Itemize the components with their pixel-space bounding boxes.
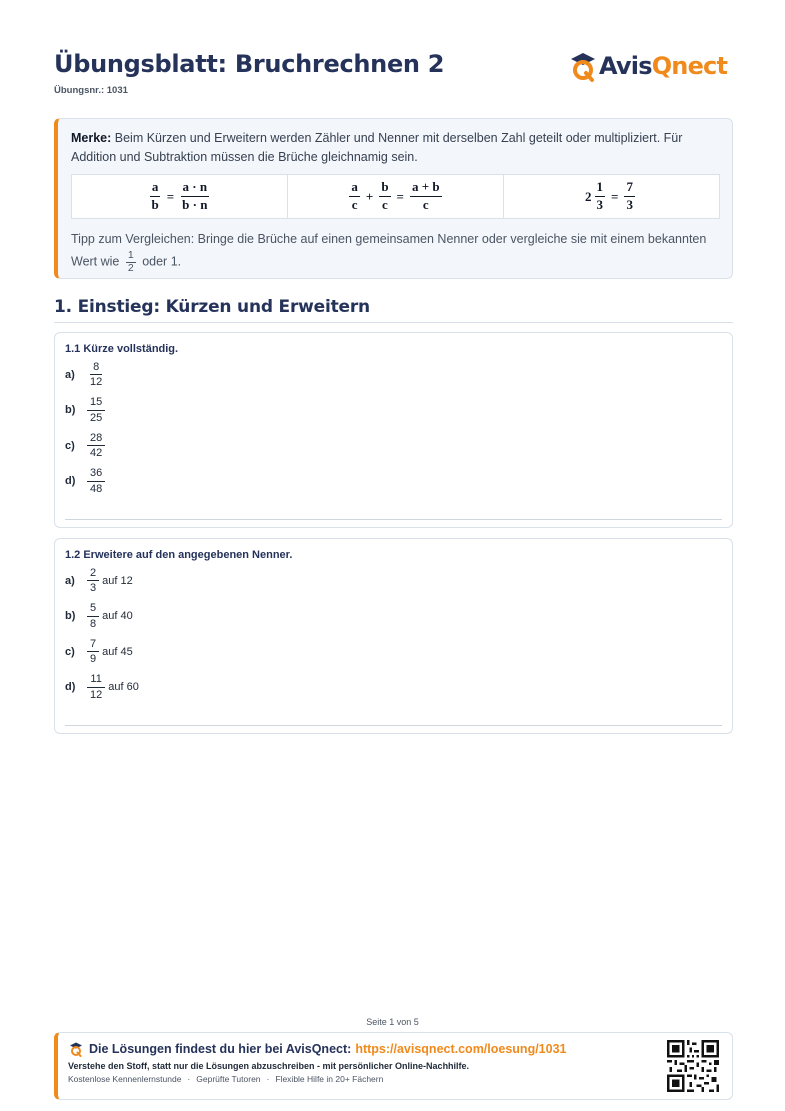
fraction — [87, 467, 105, 495]
fraction-denominator: b · n — [182, 197, 208, 212]
footer-tagline: Verstehe den Stoff, statt nur die Lösungen abzuschreiben - mit persönlicher Online-Nachhilfe. — [68, 1061, 470, 1071]
tip-body: Tipp zum Vergleichen: Bringe die Brüche auf einen gemeinsamen Nenner oder vergleiche sie mit einem bekannten Wert wie — [71, 232, 707, 269]
task-label: c) — [65, 439, 75, 452]
exercise-number: Übungsnr.: 1031 — [54, 85, 128, 96]
fraction-numerator: a — [150, 180, 161, 197]
fraction-numerator: 1 — [127, 249, 134, 261]
target-denominator: auf 45 — [102, 645, 133, 658]
feature-item: Geprüfte Tutoren — [196, 1074, 261, 1084]
tip-fraction — [126, 250, 136, 274]
task-label: a) — [65, 574, 75, 587]
qr-code-icon[interactable] — [667, 1040, 719, 1092]
fraction-denominator: 12 — [90, 376, 103, 389]
page-number: Seite 1 von 5 — [366, 1017, 419, 1027]
section-heading: 1. Einstieg: Kürzen und Erweitern — [54, 297, 370, 317]
formula-addition — [288, 175, 504, 218]
separator: · — [266, 1074, 270, 1084]
fraction-numerator: b — [379, 180, 390, 197]
avisqnect-logo — [568, 48, 727, 84]
task-item — [65, 670, 722, 706]
task-label: c) — [65, 645, 75, 658]
formula-table — [71, 174, 720, 219]
task-label: b) — [65, 404, 76, 417]
fraction-numerator: 5 — [87, 602, 99, 617]
fraction-numerator: a — [349, 180, 360, 197]
target-denominator: auf 60 — [108, 681, 139, 694]
task-title: 1.2 Erweitere auf den angegebenen Nenner. — [65, 549, 293, 561]
merke-box — [54, 118, 733, 279]
formula-mixed-number — [504, 175, 719, 218]
task-item — [65, 634, 722, 670]
task-card-1-1 — [54, 332, 733, 528]
fraction-numerator: 1 — [595, 180, 606, 197]
merke-text — [71, 129, 720, 167]
plus-sign: + — [365, 188, 374, 204]
fraction-numerator: 7 — [624, 180, 635, 197]
tip-end: oder 1. — [142, 254, 182, 269]
feature-item: Flexible Hilfe in 20+ Fächern — [275, 1074, 384, 1084]
logo-text-avis: Avis — [599, 52, 652, 80]
fraction — [87, 432, 105, 460]
q-graduation-cap-icon — [68, 1041, 84, 1057]
task-item — [65, 357, 722, 393]
fraction — [87, 396, 105, 424]
fraction-denominator: 12 — [90, 688, 103, 701]
fraction — [87, 567, 99, 595]
fraction — [87, 602, 99, 630]
footer-headline: Die Lösungen findest du hier bei AvisQnect: — [89, 1042, 352, 1056]
fraction-numerator: a + b — [410, 180, 442, 197]
feature-item: Kostenlose Kennenlernstunde — [68, 1074, 182, 1084]
fraction-denominator: c — [351, 197, 358, 212]
fraction-numerator: 7 — [87, 638, 99, 653]
task-card-1-2 — [54, 538, 733, 734]
fraction-numerator: 28 — [87, 432, 105, 447]
fraction-denominator: 8 — [90, 617, 97, 630]
fraction — [87, 361, 105, 389]
task-item — [65, 599, 722, 635]
task-item — [65, 563, 722, 599]
answer-line — [65, 519, 722, 520]
fraction-denominator: 3 — [596, 197, 604, 212]
fraction-denominator: 25 — [90, 411, 103, 424]
target-denominator: auf 40 — [102, 610, 133, 623]
solutions-footer — [54, 1032, 733, 1100]
section-divider — [54, 322, 733, 323]
footer-headline-row — [68, 1041, 722, 1057]
task-title: 1.1 Kürze vollständig. — [65, 343, 179, 355]
fraction — [87, 673, 105, 701]
whole-number: 2 — [585, 188, 592, 204]
answer-line — [65, 725, 722, 726]
fraction-denominator: b — [151, 197, 159, 212]
task-label: d) — [65, 681, 76, 694]
task-item — [65, 393, 722, 429]
fraction-numerator: 11 — [87, 673, 104, 688]
fraction-numerator: a · n — [181, 180, 210, 197]
fraction-denominator: c — [422, 197, 429, 212]
task-label: a) — [65, 368, 75, 381]
fraction — [87, 638, 99, 666]
fraction-denominator: c — [382, 197, 388, 212]
task-label: d) — [65, 475, 76, 488]
task-item — [65, 428, 722, 464]
formula-erweitern — [72, 175, 288, 218]
fraction-denominator: 2 — [127, 261, 134, 274]
logo-text-qnect: Qnect — [651, 52, 728, 80]
task-label: b) — [65, 610, 76, 623]
fraction-numerator: 2 — [87, 567, 99, 582]
q-graduation-cap-icon — [568, 50, 598, 82]
page-title: Übungsblatt: Bruchrechnen 2 — [54, 50, 445, 78]
equals-sign: = — [611, 188, 619, 204]
merke-label: Merke: — [71, 131, 112, 145]
fraction-numerator: 36 — [87, 467, 105, 482]
separator: · — [187, 1074, 191, 1084]
task-item — [65, 464, 722, 500]
fraction-denominator: 42 — [90, 447, 103, 460]
equals-sign: = — [396, 188, 404, 204]
tip-text — [71, 228, 720, 274]
merke-body: Beim Kürzen und Erweitern werden Zähler und Nenner mit derselben Zahl geteilt oder multipliziert. Für Addition und Subtraktion müssen die Brüche gleichnamig sein. — [71, 131, 683, 164]
fraction-denominator: 3 — [626, 197, 633, 212]
solution-link[interactable]: https://avisqnect.com/loesung/1031 — [355, 1042, 567, 1056]
fraction-denominator: 48 — [90, 482, 103, 495]
fraction-numerator: 8 — [90, 361, 102, 376]
equals-sign: = — [166, 188, 175, 204]
fraction-denominator: 3 — [90, 582, 97, 595]
fraction-denominator: 9 — [90, 653, 97, 666]
footer-features — [68, 1074, 722, 1084]
fraction-numerator: 15 — [87, 396, 105, 411]
target-denominator: auf 12 — [102, 574, 133, 587]
